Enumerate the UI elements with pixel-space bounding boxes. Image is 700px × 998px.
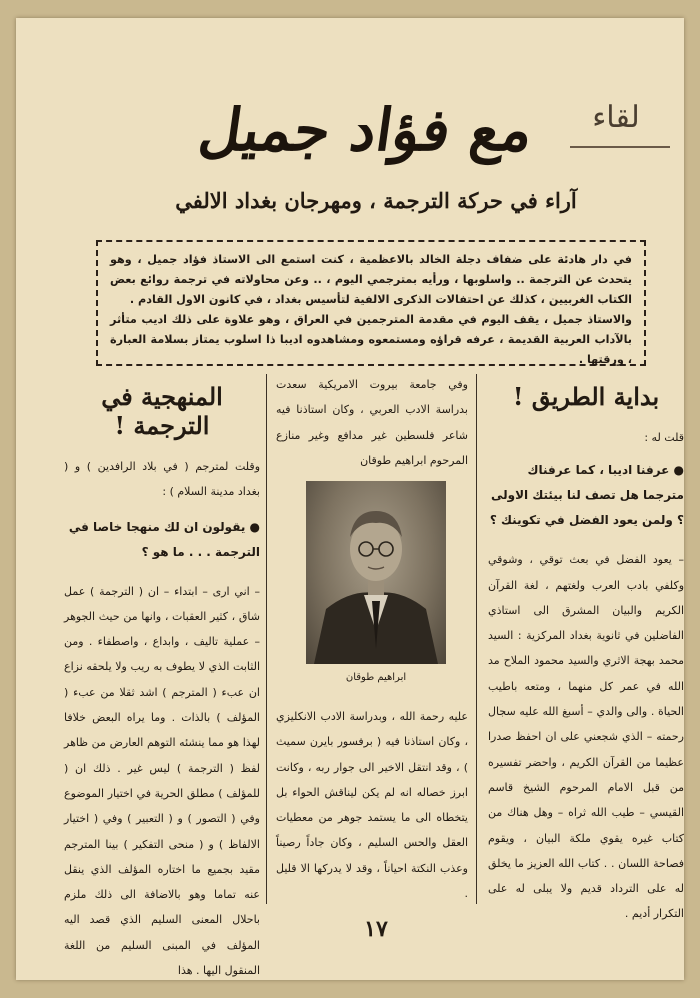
right-column-heading: بداية الطريق !	[512, 382, 660, 411]
middle-column-top-text: وفي جامعة بيروت الامريكية سعدت بدراسة الادب العربي ، وكان استاذنا فيه شاعر فلسطين غير مدافع وغير منازع المرحوم ابراهيم طوقان	[276, 378, 468, 467]
portrait-photo	[306, 481, 446, 664]
left-column-heading: المنهجية في الترجمة !	[101, 382, 223, 440]
intro-paragraph-2: والاستاذ جميل ، يقف اليوم في مقدمة المترجمين في العراق ، وهو علاوة على ذلك اديب متأثر بالآداب العربية القديمة ، عرفه قراؤه ومستمعوه ومشاهدوه اديبا ذا اسلوب يمتاز بسلامة العبارة ، ورقتها .	[110, 313, 632, 366]
left-column-intro: وقلت لمترجم ( في بلاد الرافدين ) و ( بغداد مدينة السلام ) :	[64, 460, 260, 499]
article-subtitle: آراء في حركة الترجمة ، ومهرجان بغداد الالفي	[175, 188, 577, 213]
column-divider-left	[266, 374, 267, 904]
magazine-page	[16, 18, 684, 980]
left-column	[64, 382, 260, 983]
left-column-question: ● يقولون ان لك منهجا خاصا في الترجمة . . . ما هو ؟	[68, 519, 260, 559]
photo-caption: ابراهيم طوقان	[345, 672, 407, 683]
right-column-answer: – يعود الفضل في بعث توقي ، وشوقي وكلفي بادب العرب ولغتهم ، لغة القرآن الكريم والبيان المشرق الى استاذي الفاضلين في ثانوية بغداد المركزية : السيد محمد بهجة الاثري والسيد محمود الملاح مد الله في عمر كل منهما ، ومتعه باطيب الحياة . والى والدي – أسبغ الله عليه سجال رحمته – الذي شجعني على ان احفظ صدرا عظيما من القرآن الكريم ، واحضر تفسيره من قبل الامام المرحوم الشيخ قاسم القيسي – طيب الله ثراه – وهل هناك من كتاب غيره يقوي ملكة البيان ، ويقوم فصاحة اللسان . . كتاب الله العزيز ما يخلق له على الترداد قديم ولا يبلى له على التكرار أديم .	[488, 553, 684, 921]
left-column-answer: – اني ارى – ابتداء – ان ( الترجمة ) عمل شاق ، كثير العقبات ، وانها من حيث الجوهر – عملية تاليف ، وابداع ، واصطفاء . ومن الثابت الذي لا يطوف به ريب ولا يلحقه نزاع ان عبء ( المترجم ) اشد ثقلا من عبء ( المؤلف ) بالذات . وما يراه البعض خلافا لهذا هو مما ينشئه التوهم العارض من ظاهر لفظ ( الترجمة ) ليس غير . ذلك ان ( للمؤلف ) مطلق الحرية في اختيار الموضوع وفي ( التصور ) و ( التعبير ) وفي ( اختيار الالفاظ ) و ( منحى التفكير ) بينا المترجم مقيد بجميع ما اختاره المؤلف الذي ينقل عنه تماما وهو بالاضافة الى ذلك ملزم باحلال المعنى السليم الذي قصد اليه المؤلف في المبنى السليم من اللغة المنقول اليها . هذا	[64, 584, 260, 978]
middle-column-bottom	[276, 704, 468, 906]
column-divider-right	[476, 374, 477, 904]
right-column-question: ● عرفنا اديبا ، كما عرفناك مترجما هل تصف لنا بيئتك الاولى ؟ ولمن يعود الفضل في تكوينك ؟	[489, 463, 684, 528]
middle-column	[276, 372, 468, 473]
right-column	[488, 382, 684, 927]
portrait-figure	[306, 481, 446, 664]
page-number: ١٧	[364, 916, 388, 942]
intro-paragraph-1: في دار هادئة على ضفاف دجلة الخالد بالاعظمية ، كنت استمع الى الاستاذ فؤاد جميل ، وهو يتحدث عن الترجمة .. واسلوبها ، ورأيه بمترجمي اليوم ، .. وعن محاولاته في ترجمة روائع بعض الكتاب الغربيين ، كذلك عن احتفالات الذكرى الالفية لتأسيس بغداد ، في كانون الاول القادم .	[110, 253, 632, 306]
right-column-lead: قلت له :	[644, 431, 684, 444]
middle-column-bottom-text: عليه رحمة الله ، وبدراسة الادب الانكليزي ، وكان استاذنا فيه ( برفسور بايرن سميث ) ، وقد انتقل الاخير الى جوار ربه ، وكانت ابرز خصاله انه لم يكن ليناقش الحواء بل يتخطاه الى ما يستمد جوهر من معطيات العقل والحس السليم ، وكان جاداً رصيناً وعذب النكتة احياناً ، وقد لا يدركها الا قليل .	[276, 710, 468, 901]
section-label: لقاء	[592, 100, 640, 135]
article-title: مع فؤاد جميل	[194, 96, 538, 164]
section-label-underline	[570, 146, 670, 148]
intro-box	[96, 240, 646, 366]
